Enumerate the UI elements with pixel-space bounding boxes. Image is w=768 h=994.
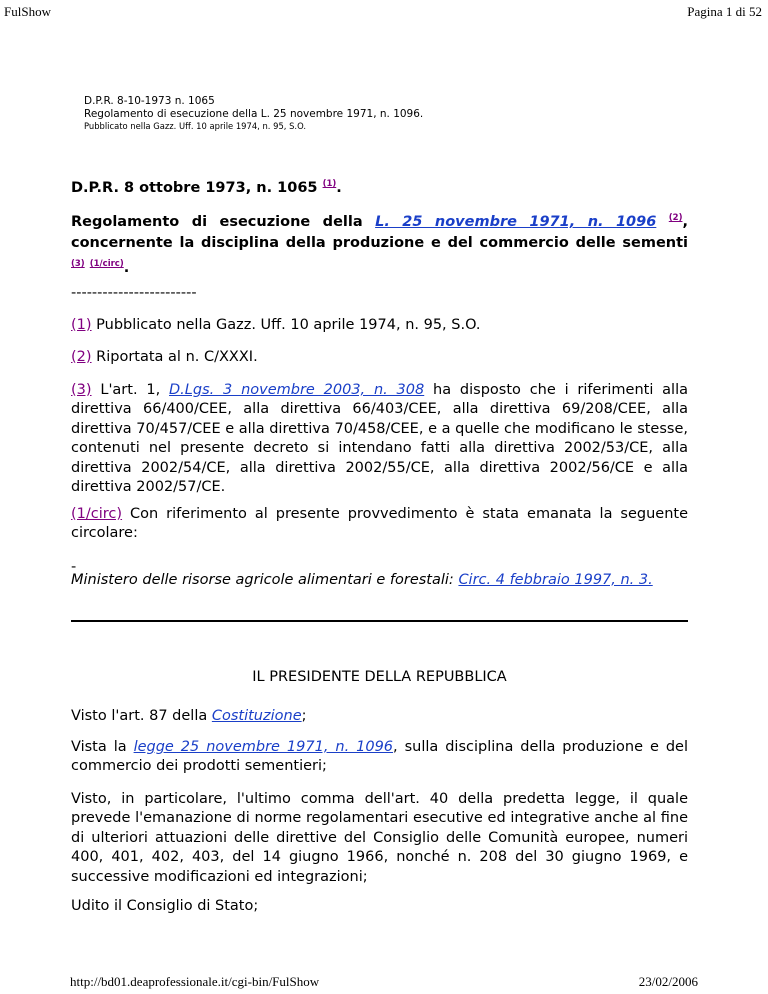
meta-line-1: D.P.R. 8-10-1973 n. 1065	[84, 95, 215, 107]
note-link-2[interactable]: (2)	[668, 213, 683, 223]
law-link-dlgs-308[interactable]: D.Lgs. 3 novembre 2003, n. 308	[169, 382, 425, 398]
note-ref-2[interactable]: (2)	[71, 349, 92, 365]
note-circ: (1/circ) Con riferimento al presente provvedimento è stata emanata la seguente circolare:	[71, 506, 688, 542]
print-footer	[0, 968, 768, 992]
print-header	[0, 0, 768, 20]
body-heading: IL PRESIDENTE DELLA REPUBBLICA	[252, 669, 507, 685]
meta-line-3: Pubblicato nella Gazz. Uff. 10 aprile 1974, n. 95, S.O.	[84, 121, 306, 131]
separator: ------------------------	[71, 285, 197, 301]
note-1: (1) Pubblicato nella Gazz. Uff. 10 aprile 1974, n. 95, S.O.	[71, 317, 481, 333]
law-link-1096[interactable]: L. 25 novembre 1971, n. 1096	[375, 214, 657, 230]
note-ref-3[interactable]: (3)	[71, 382, 92, 398]
section-divider	[71, 620, 688, 622]
page-subtitle: Regolamento di esecuzione della L. 25 novembre 1971, n. 1096 $^{(2)}$, concernente la disciplina della produzione e del commercio delle sementi $^{(3)}$ $^{(1/circ)}$.	[71, 213, 688, 276]
print-footer-date: 23/02/2006	[638, 974, 698, 989]
body-paragraph-3: Visto, in particolare, l'ultimo comma dell'art. 40 della predetta legge, il quale prevede l'emanazione di norme regolamentari esecutive ed integrative anche al fine di ulteriori attuazioni delle direttive del Consiglio delle Comunità europee, numeri 400, 401, 402, 403, del 14 giugno 1966, nonché n. 208 del 30 giugno 1969, e successive modificazioni ed integrazioni;	[71, 791, 688, 885]
note-link-3[interactable]: (3)	[71, 259, 85, 269]
note-link-circ[interactable]: (1/circ)	[89, 259, 124, 269]
document-meta	[84, 95, 684, 132]
body-paragraph-2: Vista la legge 25 novembre 1971, n. 1096, sulla disciplina della produzione e del commercio dei prodotti sementieri;	[71, 739, 689, 775]
circ-entry: Ministero delle risorse agricole alimentari e forestali: Circ. 4 febbraio 1997, n. 3.	[71, 572, 653, 588]
print-footer-url: http://bd01.deaprofessionale.it/cgi-bin/FulShow	[70, 974, 320, 989]
circ-link[interactable]: Circ. 4 febbraio 1997, n. 3.	[458, 572, 653, 588]
meta-line-2: Regolamento di esecuzione della L. 25 novembre 1971, n. 1096.	[84, 108, 424, 120]
note-3: (3) L'art. 1, D.Lgs. 3 novembre 2003, n. 308 ha disposto che i riferimenti alla direttiva 66/400/CEE, alla direttiva 66/403/CEE, alla direttiva 69/208/CEE, alla direttiva 70/457/CEE e alla direttiva 70/458/CEE, e a quelle che modificano le stesse, contenuti nel presente decreto si intendano fatti alla direttiva 2002/53/CE, alla direttiva 2002/54/CE, alla direttiva 2002/55/CE, alla direttiva 2002/56/CE e alla direttiva 2002/57/CE.	[71, 382, 689, 496]
constitution-link[interactable]: Costituzione	[211, 708, 302, 724]
circ-dash: -	[71, 559, 77, 575]
legge-1096-link[interactable]: legge 25 novembre 1971, n. 1096	[133, 739, 394, 755]
note-link-1[interactable]: (1)	[322, 179, 337, 189]
print-header-page: Pagina 1 di 52	[687, 4, 762, 19]
print-header-title: FulShow	[4, 4, 51, 19]
note-2: (2) Riportata al n. C/XXXI.	[71, 349, 258, 365]
body-paragraph-1: Visto l'art. 87 della Costituzione;	[71, 708, 307, 724]
body-paragraph-4: Udito il Consiglio di Stato;	[71, 898, 259, 914]
page-title: D.P.R. 8 ottobre 1973, n. 1065 $^{(1)}$.	[71, 179, 342, 196]
note-ref-1[interactable]: (1)	[71, 317, 92, 333]
note-ref-circ[interactable]: (1/circ)	[71, 506, 123, 522]
